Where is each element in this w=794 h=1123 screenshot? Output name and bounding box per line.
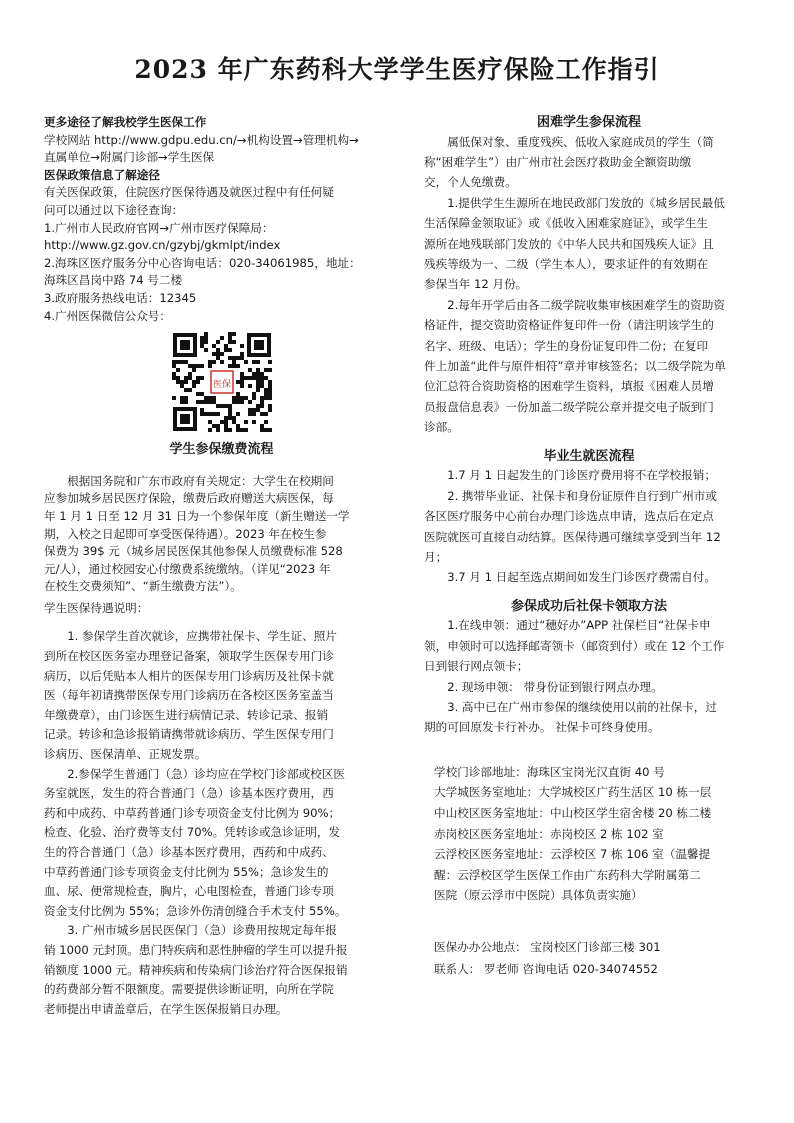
policy-line: 有关医保政策，住院医疗医保待遇及就医过程中有任何疑 (44, 185, 334, 200)
clinic-address-line: 醒：云浮校区学生医保工作由广东药科大学附属第二 (434, 867, 701, 882)
social-card-line: 2. 现场申领： 带身份证到银行网点办理。 (447, 679, 663, 694)
office-location: 医保办办公地点： 宝岗校区门诊部三楼 301 (434, 939, 661, 954)
hardship-item-2-line: 格证件，提交资助资格证件复印件一份（请注明该学生的 (424, 318, 714, 333)
hardship-item-1-line: 1.提供学生生源所在地民政部门发放的《城乡居民最低 (447, 195, 725, 210)
benefit-item-2-line: 资金支付比例为 55%；急诊外伤清创缝合手术支付 55%。 (44, 903, 347, 918)
clinic-address-line: 赤岗校区医务室地址：赤岗校区 2 栋 102 室 (434, 826, 664, 841)
benefit-item-3-line: 的药费部分暂不限额度。需要提供诊断证明，向所在学院 (44, 982, 334, 997)
hardship-item-2-line: 位汇总符合资助资格的困难学生资料，填报《困难人员增 (424, 379, 714, 394)
benefit-item-1-line: 医（每年初请携带医保专用门诊病历在各校区医务室盖当 (44, 688, 334, 703)
clinic-address-line: 医院（原云浮市中医院）具体负责实施） (434, 888, 643, 903)
hardship-item-1-line: 源所在地残联部门发放的《中华人民共和国残疾人证》且 (424, 236, 714, 251)
benefit-item-3-line: 销 1000 元封顶。患门特疾病和恶性肿瘤的学生可以提升报 (44, 942, 348, 957)
benefit-item-1-line: 诊病历、医保清单、正规发票。 (44, 747, 207, 762)
benefit-item-3-line: 销额度 1000 元。精神疾病和传染病门诊治疗符合医保报销 (44, 962, 348, 977)
payment-line: 根据国务院和广东市政府有关规定：大学生在校期间 (67, 473, 334, 488)
qr-code-graphic (171, 331, 273, 433)
clinic-address-line: 学校门诊部地址：海珠区宝岗光汉直街 40 号 (434, 764, 665, 779)
hardship-item-2-line: 2.每年开学后由各二级学院收集审核困难学生的资助资 (447, 297, 725, 312)
clinic-address-line: 云浮校区医务室地址：云浮校区 7 栋 106 室（温馨提 (434, 847, 711, 862)
qr-badge-label: 医保 (212, 380, 231, 391)
benefit-item-2-line: 药和中成药、中草药普通门诊专项资金支付比例为 90%； (44, 805, 341, 820)
policy-line: 问可以通过以下途径查询： (44, 202, 184, 217)
graduate-line: 各区医疗服务中心前台办理门诊选点申请，选点后在定点 (424, 509, 714, 524)
office-contact: 联系人： 罗老师 咨询电话 020-34074552 (434, 961, 658, 976)
benefit-item-2-line: 2.参保学生普通门（急）诊均应在学校门诊部或校区医 (67, 766, 345, 781)
benefit-item-2-line: 血、尿、便常规检查，胸片，心电图检查，普通门诊专项 (44, 884, 334, 899)
graduate-line: 3.7 月 1 日起至选点期间如发生门诊医疗费需自付。 (447, 570, 716, 585)
benefit-label: 学生医保待遇说明： (44, 600, 149, 615)
policy-line: 海珠区昌岗中路 74 号二楼 (44, 273, 183, 288)
payment-line: 年 1 月 1 日至 12 月 31 日为一个参保年度（新生赠送一学 (44, 508, 350, 523)
policy-line: 4.广州医保微信公众号： (44, 308, 171, 323)
policy-line: 3.政府服务热线电话：12345 (44, 290, 197, 305)
hardship-process-heading: 困难学生参保流程 (536, 115, 641, 130)
benefit-item-1-line: 病历，以后凭贴本人相片的医保专用门诊病历及社保卡就 (44, 668, 334, 683)
hardship-item-2-line: 件上加盖“此件与原件相符”章并审核签名；以二级学院为单 (424, 359, 726, 374)
graduate-line: 1.7 月 1 日起发生的门诊医疗费用将不在学校报销； (447, 468, 716, 483)
hardship-item-1-line: 生活保障金领取证》或《低收入困难家庭证》，或学生生 (424, 216, 709, 231)
payment-line: 元/人），通过校园安心付缴费系统缴纳。（详见“2023 年 (44, 561, 331, 576)
benefit-item-1-line: 记录。转诊和急诊报销请携带就诊病历、学生医保专用门 (44, 727, 334, 742)
policy-line: 2.海珠区医疗服务分中心咨询电话：020-34061985，地址： (44, 255, 361, 270)
more-info-line: 学校网站 http://www.gdpu.edu.cn/→机构设置→管理机构→ (44, 132, 359, 147)
wechat-qr-code (171, 331, 273, 433)
benefit-item-2-line: 生的符合普通门（急）诊基本医疗费用，西药和中成药、 (44, 845, 334, 859)
hardship-item-2-line: 员报盘信息表》一份加盖二级学院公章并提交电子版到门 (424, 399, 714, 414)
hardship-item-2-line: 名字、班级、电话）；学生的身份证复印件二份；在复印 (424, 338, 709, 353)
social-card-line: 1.在线申领：通过“穗好办”APP 社保栏目“社保卡申 (447, 618, 711, 633)
benefit-item-3-line: 3. 广州市城乡居民医保门（急）诊费用按规定每年报 (67, 923, 337, 938)
benefit-item-1-line: 年缴费章），由门诊医生进行病情记录、转诊记录、报销 (44, 707, 329, 722)
graduate-line: 2. 携带毕业证、社保卡和身份证原件自行到广州市或 (447, 488, 717, 503)
hardship-item-1-line: 参保当年 12 月份。 (424, 277, 528, 292)
benefit-item-1-line: 到所在校区医务室办理登记备案，领取学生医保专用门诊 (44, 649, 334, 664)
payment-line: 应参加城乡居民医疗保险，缴费后政府赠送大病医保，每 (44, 491, 334, 506)
graduate-line: 月； (424, 549, 448, 564)
left-column (44, 114, 399, 1019)
graduate-process-heading: 毕业生就医流程 (543, 448, 635, 464)
payment-line: 保费为 39$ 元（城乡居民医保其他参保人员缴费标准 528 (44, 544, 343, 559)
payment-process-heading: 学生参保缴费流程 (169, 442, 274, 458)
benefit-item-2-line: 务室就医，发生的符合普通门（急）诊基本医疗费用，西 (44, 786, 334, 801)
social-card-line: 3. 高中已在广州市参保的继续使用以前的社保卡，过 (447, 699, 717, 714)
payment-line: 在校生交费须知”、“新生缴费方法”）。 (44, 579, 242, 594)
benefit-item-2-line: 检查、化验、治疗费等支付 70%。凭转诊或急诊证明，发 (44, 825, 341, 840)
right-column (424, 114, 754, 980)
policy-line: 1.广州市人民政府官网→广州市医疗保障局： (44, 220, 274, 235)
social-card-line: 日到银行网点领卡； (424, 659, 529, 674)
hardship-item-2-line: 诊部。 (424, 420, 459, 435)
social-card-line: 领，申领时可以选择邮寄领卡（邮资到付）或在 12 个工作 (424, 638, 725, 653)
hardship-item-1-line: 残疾等级为一、二级（学生本人），要求证件的有效期在 (424, 257, 709, 272)
clinic-address-line: 大学城医务室地址：大学城校区广药生活区 10 栋一层 (434, 785, 712, 800)
benefit-item-3-line: 老师提出申请盖章后，在学生医保报销日办理。 (44, 1001, 288, 1016)
social-card-line: 期的可回原发卡行补办。 社保卡可终身使用。 (424, 720, 660, 735)
social-card-heading: 参保成功后社保卡领取方法 (510, 598, 667, 614)
hardship-intro-line: 属低保对象、重度残疾、低收入家庭成员的学生（简 (447, 134, 714, 149)
hardship-intro-line: 交，个人免缴费。 (424, 175, 517, 190)
more-info-line: 直属单位→附属门诊部→学生医保 (44, 150, 215, 165)
graduate-line: 医院就医可直接自动结算。医保待遇可继续享受到当年 12 (424, 529, 721, 544)
policy-info-heading: 医保政策信息了解途径 (44, 167, 160, 182)
more-info-heading: 更多途径了解我校学生医保工作 (44, 115, 207, 129)
benefit-item-1-line: 1. 参保学生首次就诊，应携带社保卡、学生证、照片 (67, 629, 337, 644)
document-title: 2023 年广东药科大学学生医疗保险工作指引 (134, 55, 660, 84)
hardship-intro-line: 称“困难学生”）由广州市社会医疗救助金全额资助缴 (424, 155, 692, 169)
payment-line: 期，入校之日起即可享受医保待遇）。2023 年在校生参 (44, 526, 327, 541)
clinic-address-line: 中山校区医务室地址：中山校区学生宿舍楼 20 栋二楼 (434, 805, 712, 820)
benefit-item-2-line: 中草药普通门诊专项资金支付比例为 55%；急诊发生的 (44, 864, 329, 879)
policy-url: http://www.gz.gov.cn/gzybj/gkmlpt/index (44, 238, 281, 253)
